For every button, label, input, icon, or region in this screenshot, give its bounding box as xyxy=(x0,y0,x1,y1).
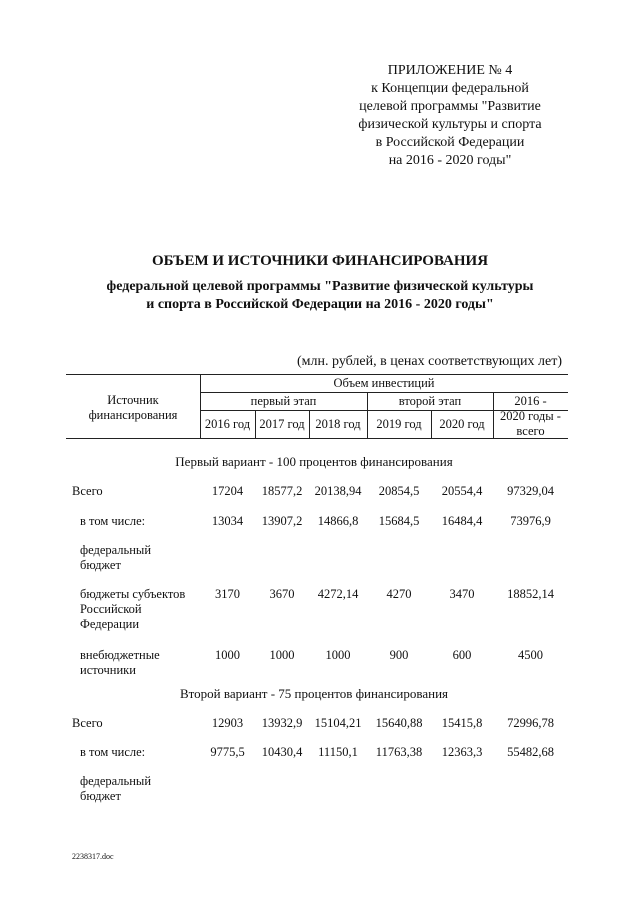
row-label-federal: федеральный бюджет xyxy=(80,774,152,803)
table-cell: 15104,21 xyxy=(314,716,362,730)
appendix-line: физической культуры и спорта xyxy=(358,117,542,132)
table-cell: 600 xyxy=(452,648,472,662)
year-header-2019: 2019 год xyxy=(376,417,422,431)
table-cell: 15640,88 xyxy=(375,716,423,730)
table-cell: 97329,04 xyxy=(507,484,554,498)
table-cell: 9775,5 xyxy=(210,745,245,759)
appendix-block xyxy=(300,62,600,170)
subtitle-line: и спорта в Российской Федерации на 2016 - 2020 годы" xyxy=(146,297,494,312)
table-cell: 72996,78 xyxy=(507,716,554,730)
appendix-line: целевой программы "Развитие xyxy=(359,99,541,114)
table-cell: 12903 xyxy=(211,716,244,730)
table-cell: 15684,5 xyxy=(378,514,420,528)
page-subtitle xyxy=(0,278,640,314)
investments-header: Объем инвестиций xyxy=(333,376,435,390)
year-header-2018: 2018 год xyxy=(315,417,361,431)
stage2-header: второй этап xyxy=(398,394,462,408)
row-label-extrabudget: внебюджетные источники xyxy=(80,648,160,677)
table-cell: 1000 xyxy=(325,648,351,662)
table-cell: 4270 xyxy=(386,587,412,601)
table-cell: 13907,2 xyxy=(261,514,303,528)
table-cell: 3470 xyxy=(449,587,475,601)
table-cell: 1000 xyxy=(269,648,295,662)
table-cell: 14866,8 xyxy=(317,514,359,528)
table-cell: 18852,14 xyxy=(507,587,554,601)
table-cell: 3670 xyxy=(269,587,295,601)
year-header-2020: 2020 год xyxy=(439,417,485,431)
table-cell: 20554,4 xyxy=(441,484,483,498)
variant1-title: Первый вариант - 100 процентов финансирования xyxy=(175,454,453,469)
appendix-line: на 2016 - 2020 годы" xyxy=(388,153,512,168)
table-cell: 73976,9 xyxy=(510,514,551,528)
table-cell: 20138,94 xyxy=(314,484,362,498)
table-cell: 15415,8 xyxy=(441,716,483,730)
year-header-2017: 2017 год xyxy=(259,417,305,431)
table-cell: 4272,14 xyxy=(317,587,359,601)
table-cell: 1000 xyxy=(215,648,240,662)
header-rule xyxy=(200,392,568,393)
table-cell: 13034 xyxy=(211,514,244,528)
table-cell: 10430,4 xyxy=(261,745,303,759)
table-cell: 18577,2 xyxy=(261,484,303,498)
table-cell: 900 xyxy=(389,648,409,662)
table-cell: 17204 xyxy=(211,484,244,498)
appendix-line: к Концепции федеральной xyxy=(371,81,529,96)
appendix-number: ПРИЛОЖЕНИЕ № 4 xyxy=(387,63,513,78)
footer-filename: 2238317.doc xyxy=(72,852,114,861)
year-header-2016: 2016 год xyxy=(204,417,251,431)
table-cell: 20854,5 xyxy=(378,484,420,498)
row-label-including: в том числе: xyxy=(80,514,146,528)
table-cell: 16484,4 xyxy=(441,514,483,528)
table-cell: 3170 xyxy=(215,587,240,601)
appendix-line: в Российской Федерации xyxy=(375,135,525,150)
row-label-total: Всего xyxy=(72,716,103,730)
table-cell: 55482,68 xyxy=(507,745,554,759)
row-label-regional: бюджеты субъектов Российской Федерации xyxy=(80,587,186,631)
variant2-title: Второй вариант - 75 процентов финансирования xyxy=(179,686,449,701)
table-cell: 11150,1 xyxy=(318,745,358,759)
total-header: 2016 - 2020 годы - всего xyxy=(500,394,561,438)
page-title: ОБЪЕМ И ИСТОЧНИКИ ФИНАНСИРОВАНИЯ xyxy=(151,253,489,269)
row-label-including: в том числе: xyxy=(80,745,146,759)
row-label-total: Всего xyxy=(72,484,103,498)
stage1-header: первый этап xyxy=(250,394,317,408)
subtitle-line: федеральной целевой программы "Развитие физической культуры xyxy=(106,279,534,294)
units-note: (млн. рублей, в ценах соответствующих лет) xyxy=(297,354,562,369)
table-top-rule xyxy=(66,374,568,375)
table-cell: 11763,38 xyxy=(375,745,423,759)
source-header: Источник финансирования xyxy=(88,393,178,422)
table-cell: 13932,9 xyxy=(261,716,303,730)
row-label-federal: федеральный бюджет xyxy=(80,543,152,572)
table-cell: 4500 xyxy=(518,648,543,662)
table-cell: 12363,3 xyxy=(441,745,483,759)
